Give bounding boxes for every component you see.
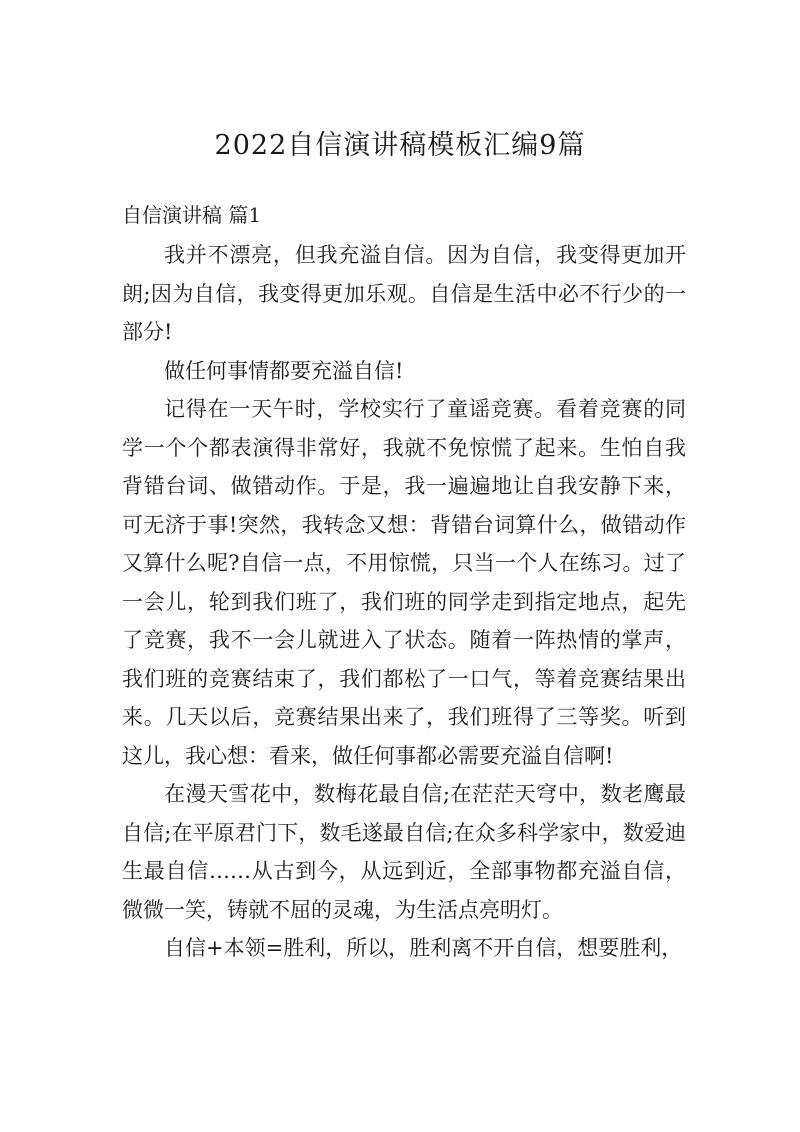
paragraph-3: 记得在一天午时，学校实行了童谣竞赛。看着竞赛的同学一个个都表演得非常好，我就不免惊慌了起来。生怕自我背错台词、做错动作。于是，我一遍遍地让自我安静下来，可无济于事!突然，我转念又想：背错台词算什么，做错动作又算什么呢?自信一点，不用惊慌，只当一个人在练习。过了一会儿，轮到我们班了，我们班的同学走到指定地点，起先了竞赛，我不一会儿就进入了状态。随着一阵热情的掌声，我们班的竞赛结束了，我们都松了一口气，等着竞赛结果出来。几天以后，竞赛结果出来了，我们班得了三等奖。听到这儿，我心想：看来，做任何事都必需要充溢自信啊! (122, 397, 686, 768)
paragraph-5: 自信+本领=胜利，所以，胜利离不开自信，想要胜利， (164, 936, 683, 960)
paragraph-1: 我并不漂亮，但我充溢自信。因为自信，我变得更加开朗;因为自信，我变得更加乐观。自信是生活中必不行少的一部分! (122, 243, 686, 344)
document-title: 2022自信演讲稿模板汇编9篇 (214, 130, 586, 161)
document-body (122, 236, 686, 968)
paragraph-2: 做任何事情都要充溢自信! (164, 358, 404, 383)
paragraph-4: 在漫天雪花中，数梅花最自信;在茫茫天穹中，数老鹰最自信;在平原君门下，数毛遂最自信;在众多科学家中，数爱迪生最自信……从古到今，从远到近，全部事物都充溢自信，微微一笑，铸就不屈的灵魂，为生活点亮明灯。 (122, 782, 686, 922)
section-heading: 自信演讲稿 篇1 (122, 203, 262, 227)
